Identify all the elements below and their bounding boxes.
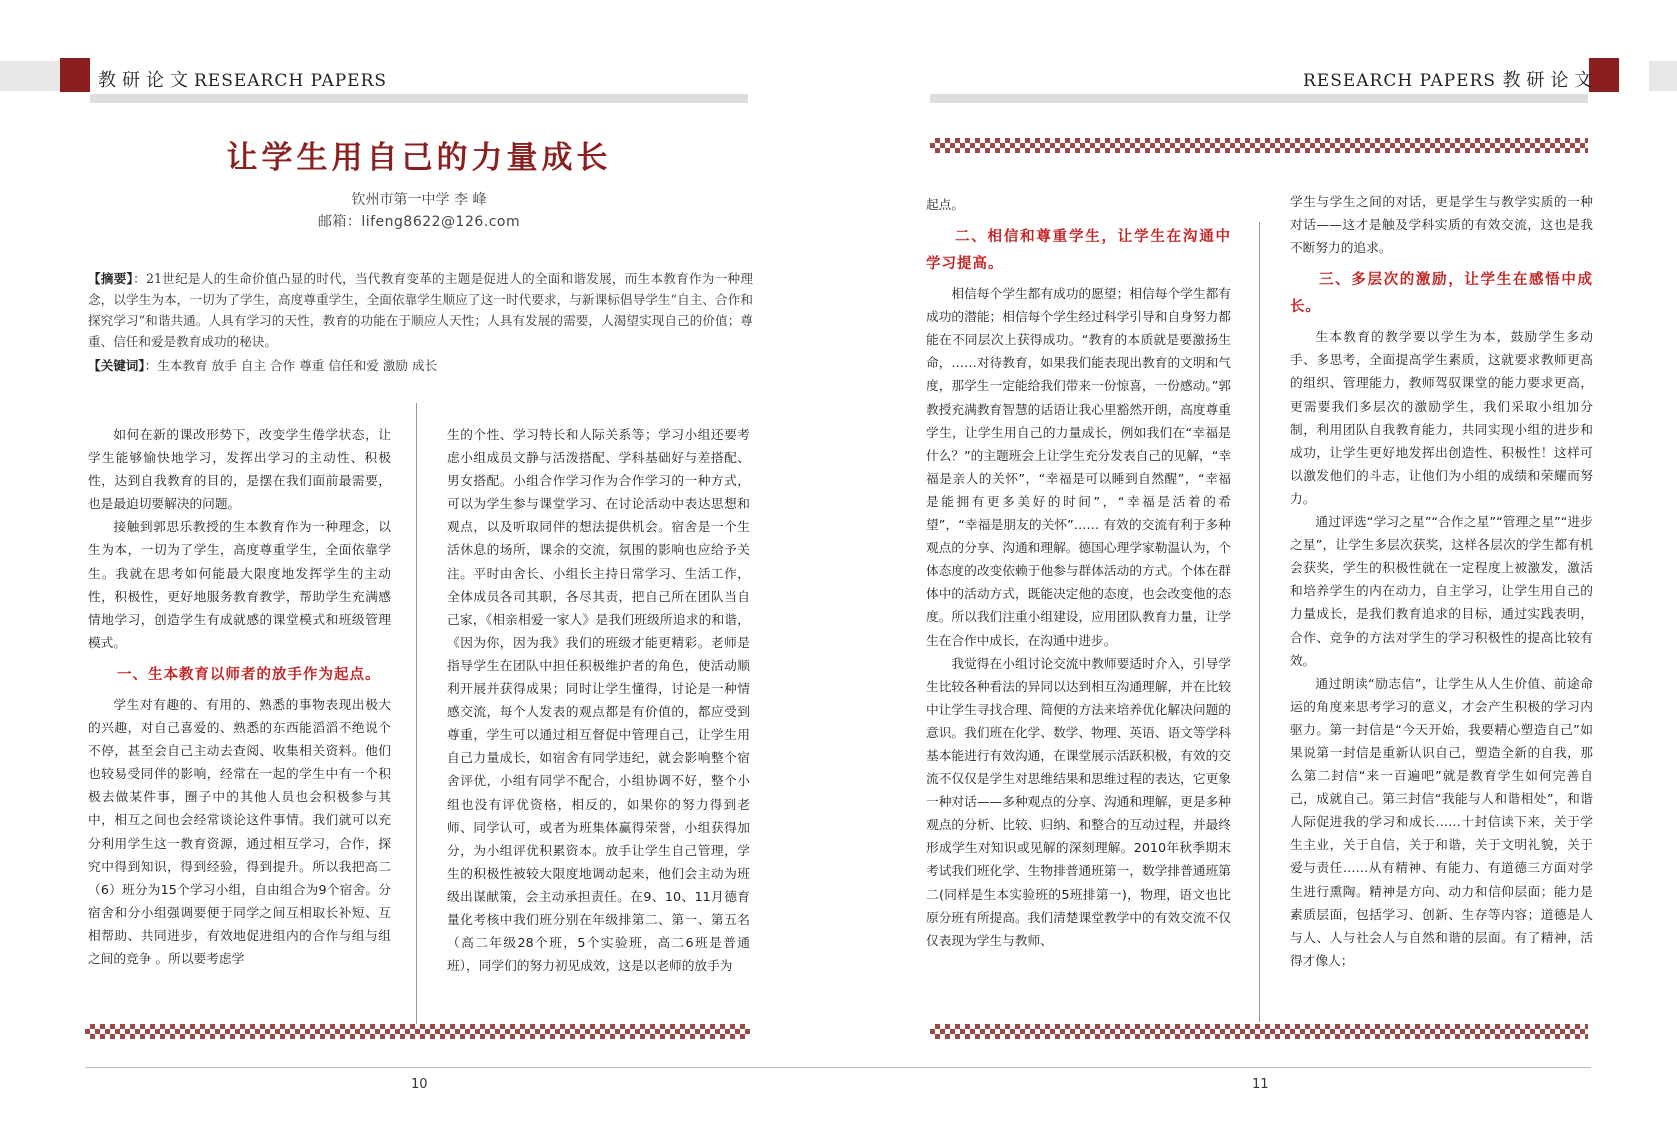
footer-rule xyxy=(85,1067,838,1068)
decorative-checker-border xyxy=(930,138,1588,153)
header-label-cn: 教研论文 xyxy=(98,70,194,91)
paragraph: 相信每个学生都有成功的愿望；相信每个学生都有成功的潜能；相信每个学生经过科学引导和自身努力都能在不同层次上获得成功。“教育的本质就是要激扬生命，……对待教育，如果我们能表现出教育的文明和气度，那学生一定能给我们带来一份惊喜，一份感动。”郭教授充满教育智慧的话语让我心里豁然开朗，高度尊重学生，让学生用自己的力量成长，例如我们在“幸福是什么？”的主题班会上让学生充分发表自己的见解，“幸福是亲人的关怀”，“幸福是可以睡到自然醒”，“幸福是能拥有更多美好的时间”，“幸福是活着的希望”，“幸福是朋友的关怀”…… 有效的交流有利于多种观点的分享、沟通和理解。德国心理学家勒温认为，个体态度的改变依赖于他参与群体活动的方式。个体在群体中的活动方式，既能决定他的态度，也会改变他的态度。所以我们注重小组建设，应用团队教育力量，让学生在合作中成长，在沟通中进步。 xyxy=(926,286,1231,648)
paragraph: 学生与学生之间的对话，更是学生与教学实质的一种对话——这才是触及学科实质的有效交流，这也是我不断努力的追求。 xyxy=(1290,194,1593,256)
body-column-3 xyxy=(926,193,1231,952)
decorative-checker-border xyxy=(85,1024,750,1039)
keywords-text: ：生本教育 放手 自主 合作 尊重 信任和爱 激励 成长 xyxy=(144,358,438,373)
header-label xyxy=(1303,66,1598,92)
paragraph: 如何在新的课改形势下，改变学生倦学状态，让学生能够愉快地学习，发挥出学习的主动性、积极性，达到自我教育的目的，是摆在我们面前最需要，也是最迫切要解决的问题。 xyxy=(88,427,391,512)
article-title: 让学生用自己的力量成长 xyxy=(226,140,612,176)
header-rule xyxy=(90,94,748,103)
paragraph: 学生对有趣的、有用的、熟悉的事物表现出极大的兴趣，对自己喜爱的、熟悉的东西能滔滔不绝说个不停，甚至会自己主动去查阅、收集相关资料。他们也较易受同伴的影响，经常在一起的学生中有一个积极去做某件事，圈子中的其他人员也会积极参与其中，相互之间也会经常谈论这件事情。我们就可以充分利用学生这一教育资源，通过相互学习，合作，探究中得到知识，得到经验，得到提升。所以我把高二（6）班分为15个学习小组，自由组合为9个宿舍。分宿舍和分小组强调要便于同学之间互相取长补短、互相帮助、共同进步，有效地促进组内的合作与组与组之间的竞争 。所以要考虑学 xyxy=(88,696,391,966)
paragraph: 接触到郭思乐教授的生本教育作为一种理念，以生为本，一切为了学生，高度尊重学生，全面依靠学生。我就在思考如何能最大限度地发挥学生的主动性，积极性，更好地服务教育教学，帮助学生充满感情地学习，创造学生有成就感的课堂模式和班级管理模式。 xyxy=(88,519,391,650)
header-label-cn: 教研论文 xyxy=(1502,70,1599,91)
column-divider xyxy=(1259,222,1260,1022)
abstract-label: 【摘要】 xyxy=(88,271,134,286)
keywords-label: 【关键词】 xyxy=(88,358,145,373)
paragraph: 生的个性、学习特长和人际关系等；学习小组还要考虑小组成员文静与活泼搭配、学科基础好与差搭配、男女搭配。小组合作学习作为合作学习的一种方式，可以为学生参与课堂学习、在讨论活动中表达思想和观点，以及听取同伴的想法提供机会。宿舍是一个生活休息的场所，课余的交流，氛围的影响也应给予关注。平时由舍长、小组长主持日常学习、生活工作，全体成员各司其职，各尽其责，把自己所在团队当自己家，《相亲相爱一家人》是我们班级所追求的和谐，《因为你，因为我》我们的班级才能更精彩。老师是指导学生在团队中担任积极维护者的角色，使活动顺利开展并获得成果；同时让学生懂得，讨论是一种情感交流，每个人发表的观点都是有价值的，都应受到尊重，学生可以通过相互督促中管理自己，让学生用自己力量成长，如宿舍有同学违纪，就会影响整个宿舍评优，小组有同学不配合，小组协调不好，整个小组也没有评优资格，相反的，如果你的努力得到老师、同学认可，或者为班集体赢得荣誉，小组获得加分，为小组评优积累资本。放手让学生自己管理，学生的积极性被较大限度地调动起来，他们会主动为班级出谋献策，会主动承担责任。在9、10、11月德育量化考核中我们班分别在年级排第二、第一、第五名（高二年级28个班，5个实验班，高二6班是普通班），同学们的努力初见成效，这是以老师的放手为 xyxy=(447,427,750,974)
header-label xyxy=(98,66,387,92)
header-band xyxy=(0,61,60,91)
body-column-2 xyxy=(447,423,750,977)
section-heading: 二、相信和尊重学生，让学生在沟通中学习提高。 xyxy=(926,229,1231,273)
left-page xyxy=(0,0,838,1146)
right-page xyxy=(838,0,1677,1146)
header-band xyxy=(1649,61,1677,91)
decorative-checker-border xyxy=(930,1024,1588,1039)
header-label-en: RESEARCH PAPERS xyxy=(194,71,388,91)
abstract-text: ：21世纪是人的生命价值凸显的时代，当代教育变革的主题是促进人的全面和谐发展，而生本教育作为一种理念，以学生为本，一切为了学生，高度尊重学生，全面依靠学生顺应了这一时代要求，与新课标倡导学生“自主、合作和探究学习”和谐共通。人具有学习的天性，教育的功能在于顺应人天性；人具有发展的需要，人渴望实现自己的价值；尊重、信任和爱是教育成功的秘诀。 xyxy=(88,271,753,349)
header-label-en: RESEARCH PAPERS xyxy=(1303,71,1497,91)
paragraph: 起点。 xyxy=(926,197,965,212)
footer-rule xyxy=(838,1067,1591,1068)
paragraph: 通过评选“学习之星”“合作之星”“管理之星”“进步之星”，让学生多层次获奖，这样各层次的学生都有机会获奖，学生的积极性就在一定程度上被激发，激活和培养学生的内在动力，自主学习，让学生用自己的力量成长，是我们教育追求的目标，通过实践表明，合作、竞争的方法对学生的学习积极性的提高比较有效。 xyxy=(1290,514,1593,668)
page-number: 10 xyxy=(411,1077,428,1092)
body-column-1 xyxy=(88,423,391,970)
keywords xyxy=(88,355,753,374)
body-column-4 xyxy=(1290,190,1593,972)
paragraph: 通过朗读“励志信”，让学生从人生价值、前途命运的角度来思考学习的意义，才会产生积极的学习内驱力。第一封信是“今天开始，我要精心塑造自己”如果说第一封信是重新认识自己，塑造全新的自我，那么第二封信“来一百遍吧”就是教育学生如何完善自己，成就自己。第三封信“我能与人和谐相处”，和谐人际促进我的学习和成长……十封信读下来，关于学生主业，关于自信，关于和谐，关于文明礼貌，关于爱与责任……从有精神、有能力、有道德三方面对学生进行熏陶。精神是方向、动力和信仰层面；能力是素质层面，包括学习、创新、生存等内容；道德是人与人、人与社会人与自然和谐的层面。有了精神，活得才像人； xyxy=(1290,675,1593,968)
header-rule xyxy=(930,94,1588,103)
page-number: 11 xyxy=(1252,1077,1269,1092)
section-heading: 三、多层次的激励，让学生在感悟中成长。 xyxy=(1290,272,1593,316)
article-author: 钦州市第一中学 李 峰 xyxy=(351,192,487,208)
article-email: 邮箱：lifeng8622@126.com xyxy=(317,214,521,230)
paragraph: 我觉得在小组讨论交流中教师要适时介入，引导学生比较各种看法的异同以达到相互沟通理解，并在比较中让学生寻找合理、简便的方法来培养优化解决问题的意识。我们班在化学、数学、物理、英语、语文等学科基本能进行有效沟通，在课堂展示活跃积极，有效的交流不仅仅是学生对思维结果和思维过程的表达，它更象一种对话——多种观点的分享、沟通和理解，更是多种观点的分析、比较、归纳、和整合的互动过程，并最终形成学生对知识或见解的深刻理解。2010年秋季期末考试我们班化学、生物排普通班第一，数学排普通班第二(同样是生本实验班的5班排第一)，物理，语文也比原分班有所提高。我们清楚课堂教学中的有效交流不仅仅表现为学生与教师、 xyxy=(926,655,1231,948)
column-divider xyxy=(416,403,417,1026)
abstract xyxy=(88,268,753,352)
paragraph: 生本教育的教学要以学生为本，鼓励学生多动手、多思考，全面提高学生素质，这就要求教师更高的组织、管理能力，教师驾驭课堂的能力要求更高，更需要我们多层次的激励学生，我们采取小组加分制，利用团队自我教育能力，共同实现小组的进步和成功，让学生更好地发挥出创造性、积极性！这样可以激发他们的斗志，让他们为小组的成绩和荣耀而努力。 xyxy=(1290,329,1593,506)
header-red-block xyxy=(60,58,90,92)
section-heading: 一、生本教育以师者的放手作为起点。 xyxy=(117,666,381,683)
